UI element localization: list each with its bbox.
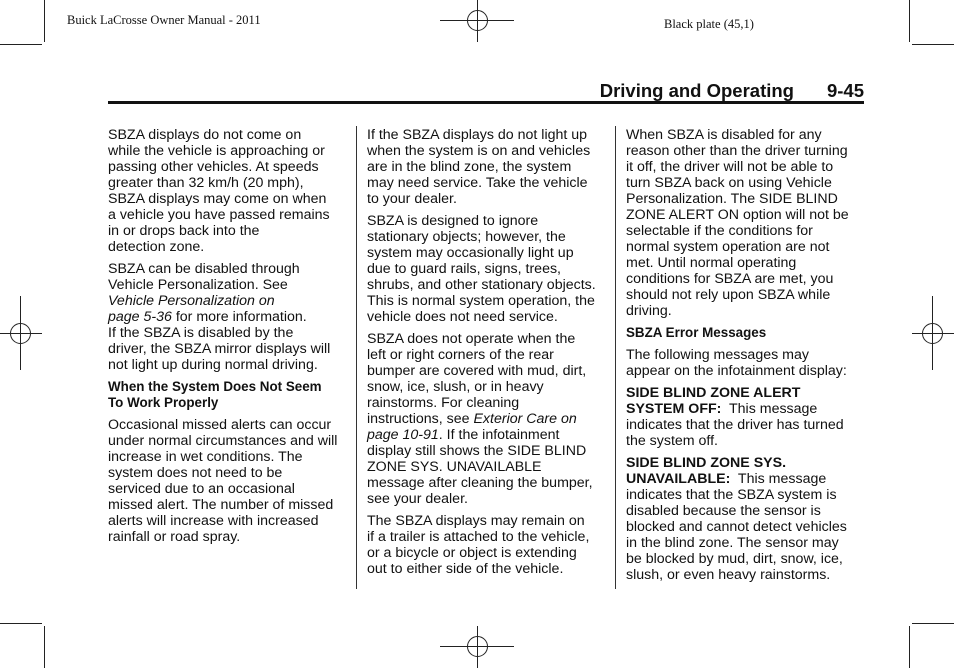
registration-mark-bottom (440, 626, 514, 668)
page-header (108, 80, 864, 102)
column-divider (615, 126, 616, 589)
text-line: greater than 32 km/h (20 mph), (108, 175, 304, 191)
text-fragment: This message (730, 471, 827, 487)
text-line: vehicle does not need service. (367, 309, 558, 325)
message-name: SYSTEM OFF: (626, 401, 722, 417)
text-line: SBZA displays may come on when (108, 191, 327, 207)
text-line: under normal circumstances and will (108, 433, 338, 449)
text-fragment: instructions, see (367, 411, 474, 427)
page-number: 9-45 (826, 80, 864, 101)
message-entry (626, 455, 866, 583)
subheading (108, 379, 348, 411)
crop-mark (44, 626, 45, 668)
text-line: The SBZA displays may remain on (367, 513, 585, 529)
text-line: reason other than the driver turning (626, 143, 848, 159)
text-line: Vehicle Personalization. See (108, 277, 288, 293)
text-line: rainfall or road spray. (108, 529, 241, 545)
paragraph (108, 417, 348, 545)
text-line: SBZA does not operate when the (367, 331, 576, 347)
text-line: SBZA displays do not come on (108, 127, 302, 143)
paragraph (367, 213, 607, 325)
text-line: To Work Properly (108, 395, 219, 410)
text-line: out to either side of the vehicle. (367, 561, 564, 577)
text-line: ZONE SYS. UNAVAILABLE (367, 459, 542, 475)
text-line: The following messages may (626, 347, 809, 363)
text-line: When the System Does Not Seem (108, 379, 322, 394)
paragraph (367, 331, 607, 507)
text-line: indicates that the SBZA system is (626, 487, 837, 503)
text-line: slush, or even heavy rainstorms. (626, 567, 831, 583)
text-fragment: This message (721, 401, 818, 417)
text-line: stationary objects; however, the (367, 229, 566, 245)
text-line: it off, the driver will not be able to (626, 159, 834, 175)
text-line: disabled because the sensor is (626, 503, 821, 519)
text-line: display still shows the SIDE BLIND (367, 443, 587, 459)
text-line: the system off. (626, 433, 718, 449)
section-title: Driving and Operating (599, 80, 794, 101)
text-line: bumper are covered with mud, dirt, (367, 363, 587, 379)
message-name: SIDE BLIND ZONE SYS. (626, 455, 787, 471)
registration-mark-left (0, 296, 42, 370)
cross-reference-link[interactable]: page 5-36 (108, 309, 172, 325)
text-line: If the SBZA displays do not light up (367, 127, 588, 143)
paragraph (626, 347, 866, 379)
text-fragment: . If the infotainment (438, 427, 560, 443)
text-line: missed alert. The number of missed (108, 497, 334, 513)
text-line: Occasional missed alerts can occur (108, 417, 332, 433)
text-fragment: for more information. (171, 309, 307, 325)
text-line: system may occasionally light up (367, 245, 574, 261)
column-3 (626, 127, 866, 589)
text-line: to your dealer. (367, 191, 457, 207)
text-line: snow, ice, slush, or in heavy (367, 379, 544, 395)
text-line: if a trailer is attached to the vehicle, (367, 529, 590, 545)
column-divider (356, 126, 357, 589)
text-line: serviced due to an occasional (108, 481, 295, 497)
text-line: met. Until normal operating (626, 255, 797, 271)
paragraph (367, 513, 607, 577)
paragraph (108, 127, 348, 255)
text-line: not light up during normal driving. (108, 357, 318, 373)
text-line: This is normal system operation, the (367, 293, 595, 309)
text-line: due to guard rails, signs, trees, (367, 261, 561, 277)
text-line: conditions for SBZA are met, you (626, 271, 834, 287)
text-line: increase in wet conditions. The (108, 449, 303, 465)
text-line: normal system operation are not (626, 239, 830, 255)
crop-mark (912, 44, 954, 45)
cross-reference-link[interactable]: Vehicle Personalization on (108, 293, 275, 309)
text-line: in or drops back into the (108, 223, 260, 239)
text-line: while the vehicle is approaching or (108, 143, 325, 159)
text-line: driving. (626, 303, 672, 319)
text-line: left or right corners of the rear (367, 347, 554, 363)
text-line: Personalization. The SIDE BLIND (626, 191, 838, 207)
text-line: ZONE ALERT ON option will not be (626, 207, 849, 223)
text-line: driver, the SBZA mirror displays will (108, 341, 331, 357)
paragraph (367, 127, 607, 207)
text-line: may need service. Take the vehicle (367, 175, 588, 191)
registration-mark-right (912, 296, 954, 370)
crop-mark (44, 0, 45, 42)
text-line: detection zone. (108, 239, 205, 255)
registration-mark-top (440, 0, 514, 42)
header-rule (108, 101, 864, 104)
crop-mark (912, 623, 954, 624)
message-name: SIDE BLIND ZONE ALERT (626, 385, 801, 401)
text-line: be blocked by mud, dirt, snow, ice, (626, 551, 843, 567)
text-line: system does not need to be (108, 465, 283, 481)
column-2 (367, 127, 607, 583)
text-line: SBZA is designed to ignore (367, 213, 539, 229)
text-line: alerts will increase with increased (108, 513, 319, 529)
text-line: when the system is on and vehicles (367, 143, 591, 159)
text-line: indicates that the driver has turned (626, 417, 844, 433)
text-line: When SBZA is disabled for any (626, 127, 822, 143)
text-line: shrubs, and other stationary objects. (367, 277, 596, 293)
text-line: a vehicle you have passed remains (108, 207, 330, 223)
text-line: passing other vehicles. At speeds (108, 159, 319, 175)
text-line: appear on the infotainment display: (626, 363, 847, 379)
paragraph (626, 127, 866, 319)
text-line: message after cleaning the bumper, (367, 475, 593, 491)
crop-mark (0, 44, 42, 45)
column-1 (108, 127, 348, 551)
text-line: SBZA can be disabled through (108, 261, 300, 277)
crop-mark (0, 623, 42, 624)
plate-label: Black plate (45,1) (664, 17, 754, 31)
text-line: selectable if the conditions for (626, 223, 813, 239)
text-line: are in the blind zone, the system (367, 159, 572, 175)
paragraph (108, 261, 348, 373)
message-name: UNAVAILABLE: (626, 471, 731, 487)
text-line: see your dealer. (367, 491, 468, 507)
subheading (626, 325, 866, 341)
manual-title-slug: Buick LaCrosse Owner Manual - 2011 (67, 13, 261, 27)
text-line: If the SBZA is disabled by the (108, 325, 294, 341)
message-entry (626, 385, 866, 449)
text-line: in the blind zone. The sensor may (626, 535, 839, 551)
cross-reference-link[interactable]: Exterior Care on (473, 411, 577, 427)
text-line: blocked and cannot detect vehicles (626, 519, 847, 535)
cross-reference-link[interactable]: page 10-91 (367, 427, 439, 443)
text-line: turn SBZA back on using Vehicle (626, 175, 832, 191)
text-line: rainstorms. For cleaning (367, 395, 520, 411)
text-line: should not rely upon SBZA while (626, 287, 831, 303)
text-line: or a bicycle or object is extending (367, 545, 577, 561)
crop-mark (909, 626, 910, 668)
crop-mark (909, 0, 910, 42)
text-line: SBZA Error Messages (626, 325, 767, 340)
